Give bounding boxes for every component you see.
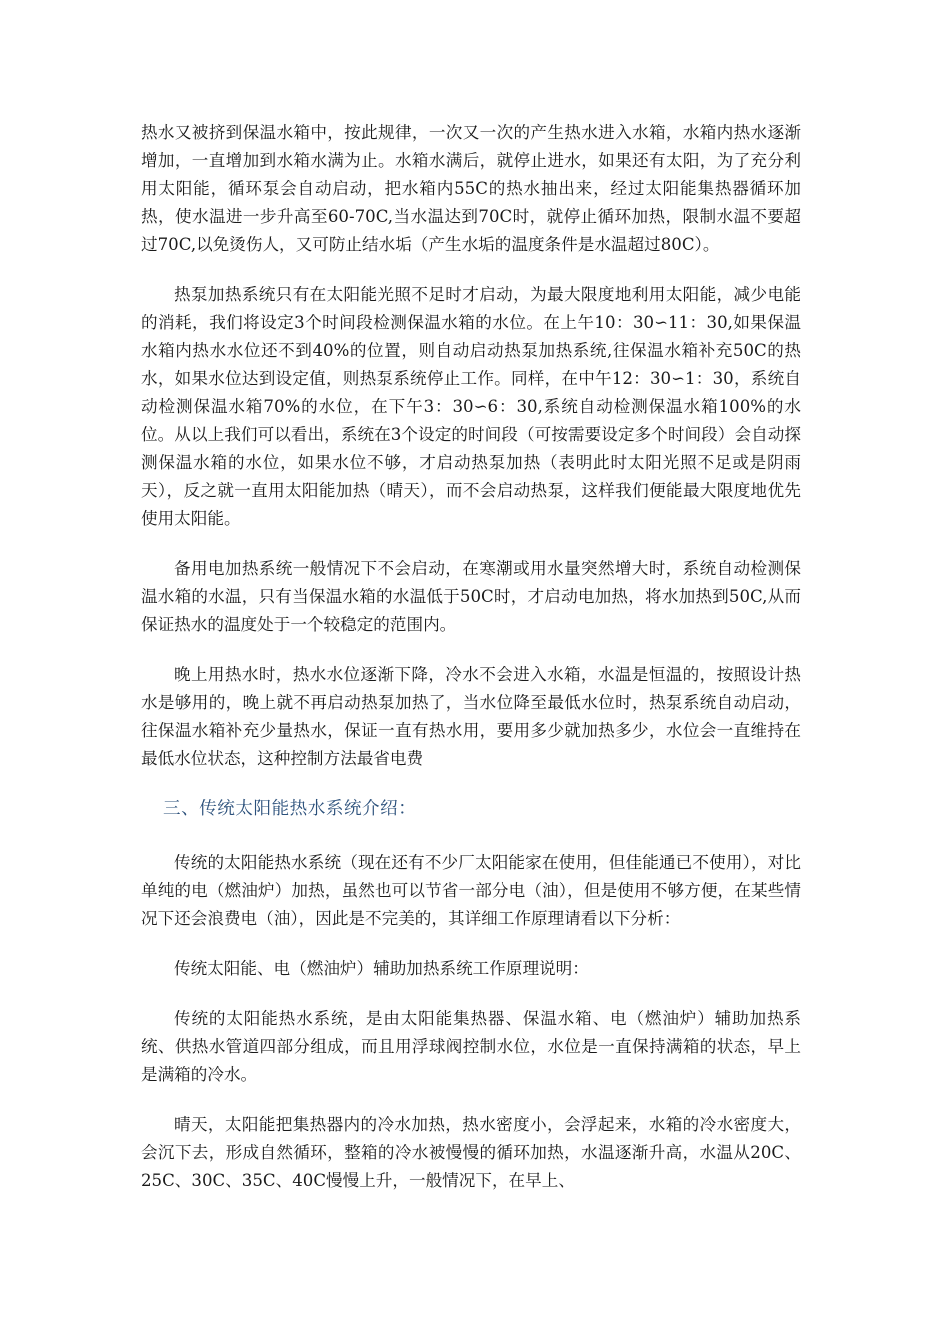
section-heading: 三、传统太阳能热水系统介绍： bbox=[163, 799, 417, 819]
paragraph-traditional-system-intro: 传统的太阳能热水系统（现在还有不少厂太阳能家在使用，但佳能通已不使用），对比单纯的电（燃油炉）加热，虽然也可以节省一部分电（油），但是使用不够方便，在某些情况下还会浪费电（油），因此是不完美的，其详细工作原理请看以下分析： bbox=[141, 853, 801, 928]
paragraph-backup-electric-heating: 备用电加热系统一般情况下不会启动，在寒潮或用水量突然增大时，系统自动检测保温水箱的水温，只有当保温水箱的水温低于50C时，才启动电加热，将水加热到50C,从而保证热水的温度处于一个较稳定的范围内。 bbox=[141, 559, 801, 634]
paragraph-traditional-system-components: 传统的太阳能热水系统，是由太阳能集热器、保温水箱、电（燃油炉）辅助加热系统、供热水管道四部分组成，而且用浮球阀控制水位，水位是一直保持满箱的状态，早上是满箱的冷水。 bbox=[141, 1009, 801, 1084]
paragraph-working-principle-title: 传统太阳能、电（燃油炉）辅助加热系统工作原理说明： bbox=[174, 959, 589, 978]
paragraph-water-tank-filling: 热水又被挤到保温水箱中，按此规律，一次又一次的产生热水进入水箱，水箱内热水逐渐增加，一直增加到水箱水满为止。水箱水满后，就停止进水，如果还有太阳，为了充分利用太阳能，循环泵会自动启动，把水箱内55C的热水抽出来，经过太阳能集热器循环加热，使水温进一步升高至60-70C,当水温达到70C时，就停止循环加热，限制水温不要超过70C,以免烫伤人，又可防止结水垢（产生水垢的温度条件是水温超过80C）。 bbox=[141, 123, 801, 254]
paragraph-evening-hot-water: 晚上用热水时，热水水位逐渐下降，冷水不会进入水箱，水温是恒温的，按照设计热水是够用的，晚上就不再启动热泵加热了，当水位降至最低水位时，热泵系统自动启动，往保温水箱补充少量热水，保证一直有热水用，要用多少就加热多少，水位会一直维持在最低水位状态，这种控制方法最省电费 bbox=[141, 665, 801, 768]
document-body bbox=[141, 119, 801, 1217]
paragraph-heat-pump-system: 热泵加热系统只有在太阳能光照不足时才启动，为最大限度地利用太阳能，减少电能的消耗，我们将设定3个时间段检测保温水箱的水位。在上午10：30∽11：30,如果保温水箱内热水水位还不到40%的位置，则自动启动热泵加热系统,往保温水箱补充50C的热水，如果水位达到设定值，则热泵系统停止工作。同样，在中午12：30∽1：30，系统自动检测保温水箱70%的水位，在下午3：30∽6：30,系统自动检测保温水箱100%的水位。从以上我们可以看出，系统在3个设定的时间段（可按需要设定多个时间段）会自动探测保温水箱的水位，如果水位不够，才启动热泵加热（表明此时太阳光照不足或是阴雨天），反之就一直用太阳能加热（晴天），而不会启动热泵，这样我们便能最大限度地优先使用太阳能。 bbox=[141, 285, 801, 528]
paragraph-sunny-day-circulation: 晴天，太阳能把集热器内的冷水加热，热水密度小，会浮起来，水箱的冷水密度大，会沉下去，形成自然循环，整箱的冷水被慢慢的循环加热，水温逐渐升高，水温从20C、25C、30C、35C、40C慢慢上升，一般情况下，在早上、 bbox=[141, 1115, 801, 1190]
